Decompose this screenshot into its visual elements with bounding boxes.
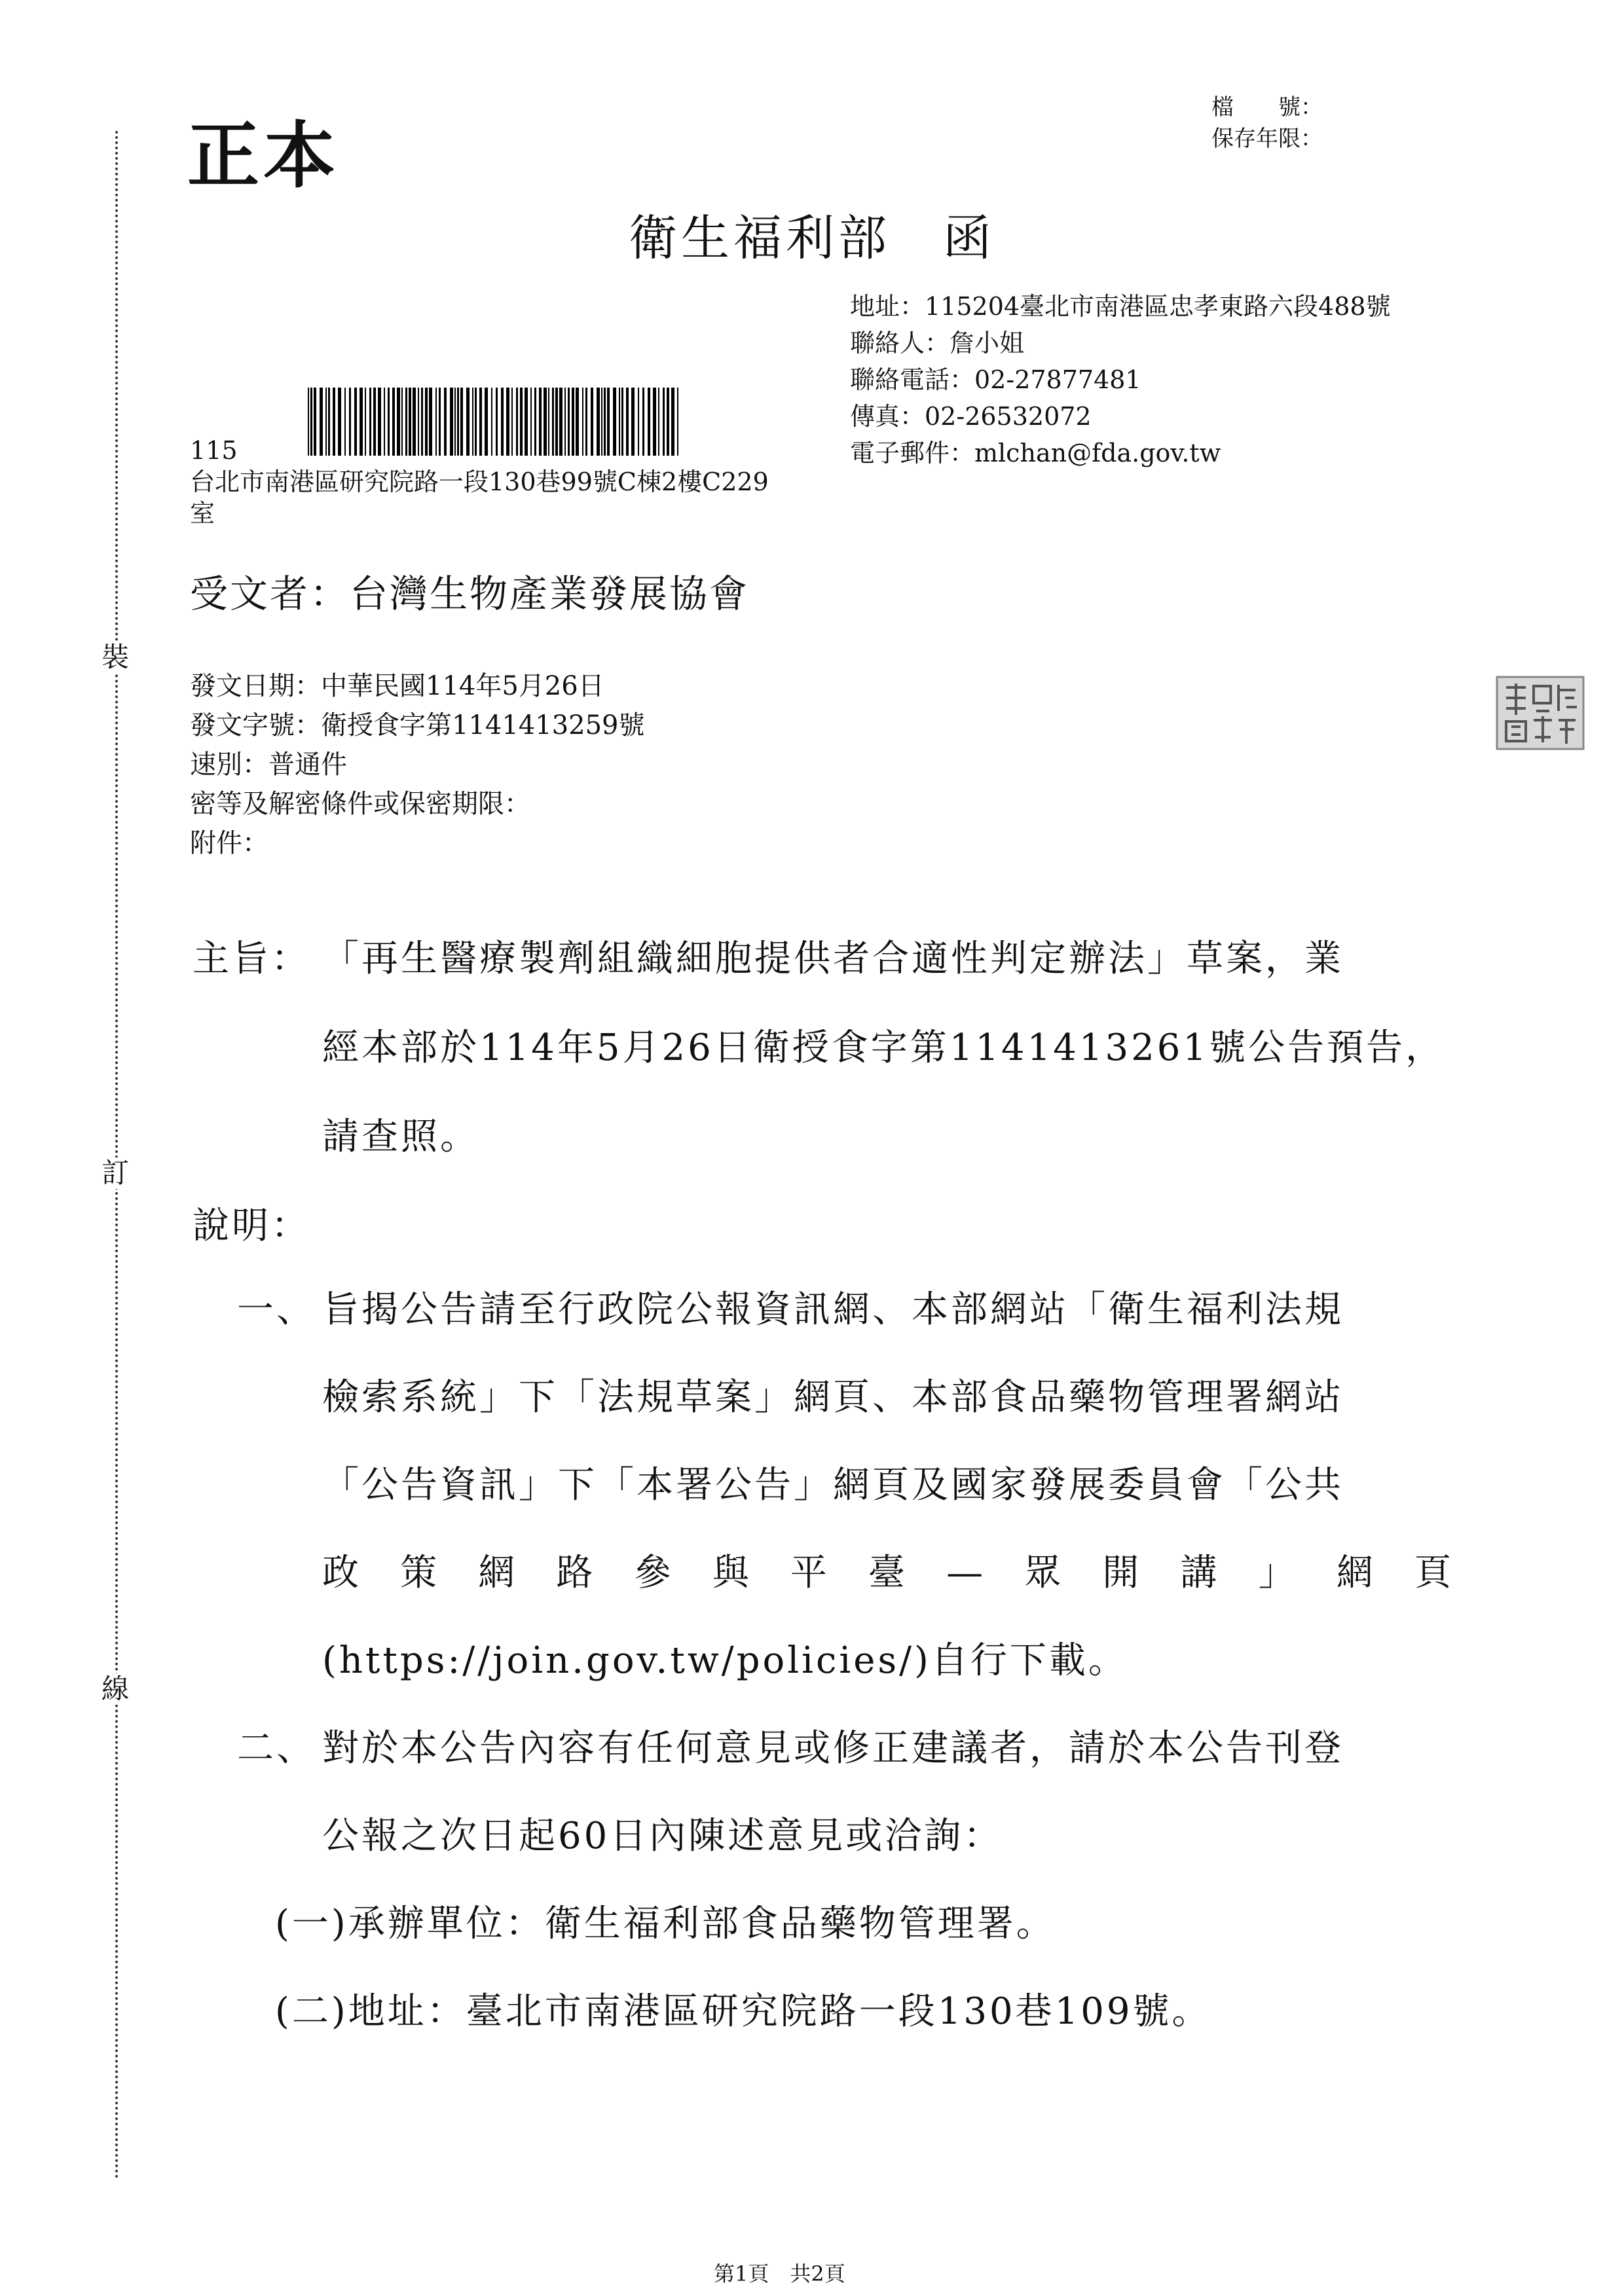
document-title: 衛生福利部 函 [629,210,995,266]
sub-item-2: (二)地址：臺北市南港區研究院路一段130巷109號。 [275,1990,1211,2033]
subject-label: 主旨： [193,938,310,980]
document-number: 發文字號：衛授食字第1141413259號 [190,710,645,740]
justified-char: — [946,1552,986,1594]
justified-char: 路 [556,1552,596,1594]
item-1-line-4 [322,1550,1454,1596]
sender-email: 電子郵件：mlchan@fda.gov.tw [850,439,1221,467]
mailing-address [190,435,851,529]
subject-line-1: 「再生醫療製劑組織細胞提供者合適性判定辦法」草案，業 [322,938,1344,980]
justified-char: 臺 [868,1552,908,1594]
sub-item-1: (一)承辦單位：衛生福利部食品藥物管理署。 [275,1903,1056,1945]
sender-contact: 聯絡人：詹小姐 [850,329,1025,357]
justified-char: 」 [1258,1552,1298,1594]
binding-mark-xian: 線 [100,1673,131,1705]
justified-char: 網 [1336,1552,1376,1594]
item-1-line-5: (https://join.gov.tw/policies/)自行下載。 [322,1639,1128,1682]
justified-char: 策 [400,1552,440,1594]
justified-char: 網 [478,1552,518,1594]
attachment: 附件： [190,828,268,858]
justified-char: 平 [790,1552,830,1594]
document-meta [190,666,645,863]
sender-fax: 傳真：02-26532072 [850,402,1092,431]
item-2-prefix: 二、 [237,1727,316,1770]
description-label: 說明： [193,1205,310,1247]
justified-char: 講 [1180,1552,1220,1594]
secrecy-level: 密等及解密條件或保密期限： [190,789,530,819]
mailing-address-line2: 室 [190,499,215,528]
binding-line [115,131,118,2180]
justified-char: 開 [1102,1552,1142,1594]
speed-class: 速別：普通件 [190,750,347,780]
page-footer: 第1頁 共2頁 [714,2261,845,2286]
official-seal-stamp [1494,674,1586,752]
item-1-prefix: 一、 [237,1288,316,1331]
file-info [1211,92,1323,155]
postal-code: 115 [190,436,238,465]
item-2-line-2: 公報之次日起60日內陳述意見或洽詢： [322,1815,1003,1857]
original-copy-mark: 正本 [187,113,339,198]
mailing-address-line1: 台北市南港區研究院路一段130巷99號C棟2樓C229 [190,467,769,496]
item-2-line-1: 對於本公告內容有任何意見或修正建議者，請於本公告刊登 [322,1727,1344,1770]
sender-phone: 聯絡電話：02-27877481 [850,365,1141,394]
issue-date: 發文日期：中華民國114年5月26日 [190,671,604,701]
subject-line-2: 經本部於114年5月26日衛授食字第1141413261號公告預告， [322,1027,1445,1069]
justified-char: 政 [322,1552,361,1594]
justified-char: 頁 [1414,1552,1454,1594]
binding-mark-ding: 訂 [100,1157,131,1189]
sender-address: 地址：115204臺北市南港區忠孝東路六段488號 [850,292,1391,321]
binding-mark-zhuang: 裝 [100,642,131,673]
item-1-line-2: 檢索系統」下「法規草案」網頁、本部食品藥物管理署網站 [322,1376,1344,1419]
retention-label: 保存年限： [1211,126,1323,152]
justified-char: 參 [634,1552,674,1594]
file-number-label: 檔 號： [1211,94,1323,120]
subject-line-3: 請查照。 [322,1116,479,1158]
item-1-line-1: 旨揭公告請至行政院公報資訊網、本部網站「衛生福利法規 [322,1288,1344,1331]
recipient: 受文者：台灣生物產業發展協會 [190,572,750,616]
sender-info [850,288,1391,471]
justified-char: 與 [712,1552,752,1594]
justified-char: 眾 [1024,1552,1064,1594]
item-1-line-3: 「公告資訊」下「本署公告」網頁及國家發展委員會「公共 [322,1464,1344,1506]
